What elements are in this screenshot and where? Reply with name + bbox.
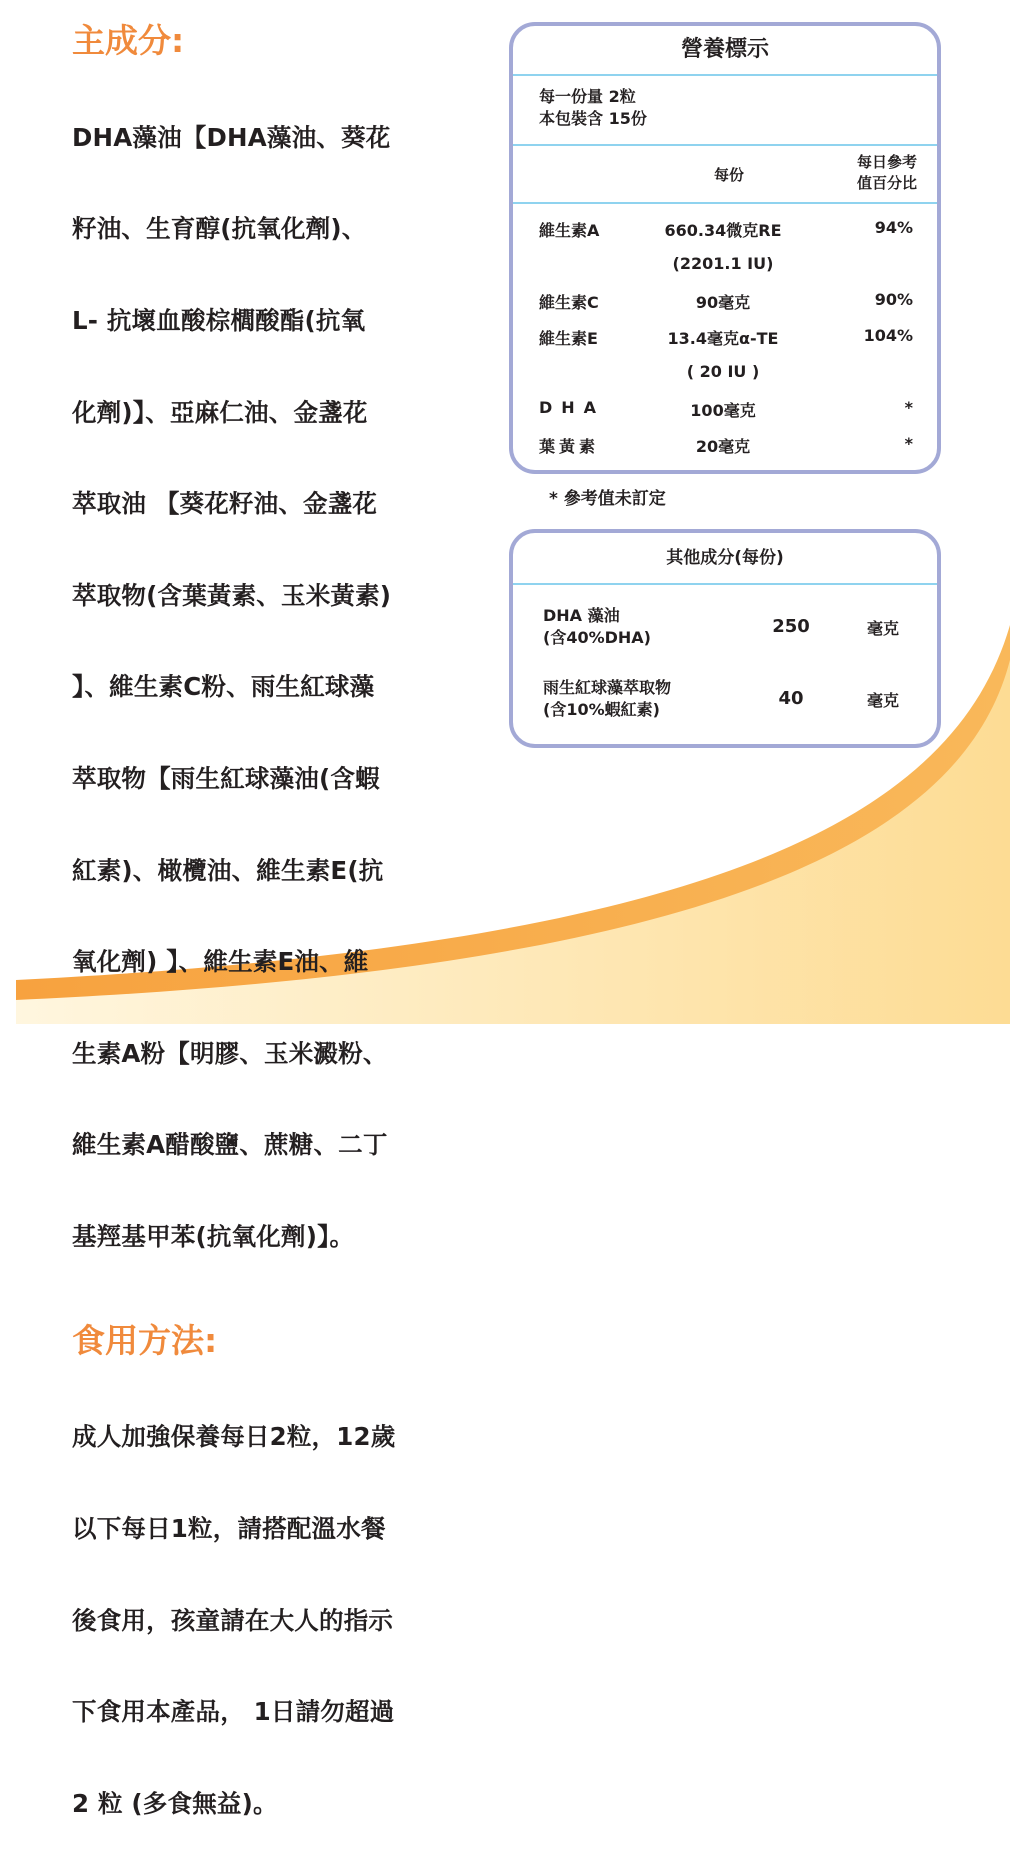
other-ingredient-row	[513, 665, 937, 737]
nutrient-amount: 13.4毫克α-TE	[667, 329, 779, 348]
nutrient-amount: 90毫克	[695, 293, 751, 312]
nutrient-row	[513, 282, 937, 318]
left-column	[72, 20, 472, 1872]
nutrient-percent: *	[904, 434, 913, 453]
nutrient-name: 維生素C	[539, 293, 599, 312]
nutrient-row	[513, 426, 937, 462]
col-daily-value-line: 每日參考	[856, 153, 917, 171]
ingredients-text	[72, 69, 472, 1306]
usage-heading: 食用方法:	[72, 1320, 218, 1360]
ingredients-line: 萃取物【雨生紅球藻油(含蝦	[72, 763, 380, 793]
ingredients-line: 化劑)】、亞麻仁油、金盞花	[72, 397, 368, 427]
ingredients-line: 籽油、生育醇(抗氧化劑)、	[72, 214, 367, 244]
nutrient-name: 維生素E	[539, 329, 598, 348]
ingredients-line: 生素A粉【明膠、玉米澱粉、	[72, 1038, 388, 1068]
nutrition-column-headers	[513, 146, 937, 202]
ingredients-line: 紅素)、橄欖油、維生素E(抗	[72, 855, 384, 885]
other-ingredients-title: 其他成分(每份)	[666, 548, 784, 568]
col-daily-value-line: 值百分比	[856, 174, 917, 192]
serving-size: 每一份量 2粒	[539, 87, 636, 106]
nutrient-name: DHA	[539, 398, 606, 417]
ingredients-line: 萃取油 【葵花籽油、金盞花	[72, 489, 378, 519]
ingredients-line: 氧化劑) 】、維生素E油、維	[72, 947, 369, 977]
other-ingredient-name	[543, 677, 671, 721]
ingredients-heading: 主成分:	[72, 21, 185, 60]
nutrient-row	[513, 246, 937, 282]
nutrient-name: 維生素A	[539, 221, 600, 240]
other-ingredient-unit: 毫克	[866, 691, 899, 710]
usage-line: 以下每日1粒，請搭配溫水餐	[72, 1513, 386, 1543]
usage-line: 2 粒 (多食無益)。	[72, 1788, 278, 1818]
nutrient-name: 葉黃素	[539, 437, 600, 456]
nutrition-title: 營養標示	[680, 37, 769, 62]
nutrient-row	[513, 210, 937, 246]
other-ingredient-row	[513, 593, 937, 665]
other-ingredients-panel	[509, 529, 941, 748]
other-ingredient-unit: 毫克	[866, 619, 899, 638]
other-ingredient-value: 40	[778, 688, 804, 709]
nutrient-amount: ( 20 IU )	[686, 362, 760, 381]
other-ingredient-name-line: 雨生紅球藻萃取物	[543, 678, 672, 697]
nutrient-row	[513, 390, 937, 426]
other-ingredient-value: 250	[772, 616, 810, 637]
nutrient-percent: 104%	[863, 326, 913, 345]
other-ingredient-name-line: (含10%蝦紅素)	[543, 700, 660, 719]
nutrition-rows	[513, 204, 937, 462]
usage-line: 成人加強保養每日2粒，12歲	[72, 1422, 396, 1452]
ingredients-line: L- 抗壞血酸棕櫚酸酯(抗氧	[72, 305, 366, 335]
nutrient-row	[513, 318, 937, 354]
footnote: * 參考值未訂定	[549, 489, 666, 509]
other-ingredient-name	[543, 605, 651, 649]
nutrition-facts-panel	[509, 22, 941, 474]
ingredients-line: 維生素A醋酸鹽、蔗糖、二丁	[72, 1130, 388, 1160]
nutrient-percent: 90%	[874, 290, 913, 309]
ingredients-line: 萃取物(含葉黃素、玉米黃素)	[72, 580, 392, 610]
other-ingredient-name-line: DHA 藻油	[543, 606, 620, 625]
nutrient-amount: 100毫克	[690, 401, 756, 420]
ingredients-line: DHA藻油【DHA藻油、葵花	[72, 122, 391, 152]
other-ingredient-name-line: (含40%DHA)	[543, 628, 651, 647]
ingredients-line: 】、維生素C粉、雨生紅球藻	[72, 672, 375, 702]
usage-line: 後食用，孩童請在大人的指示	[72, 1605, 394, 1635]
nutrient-amount: (2201.1 IU)	[672, 254, 774, 273]
nutrient-amount: 660.34微克RE	[664, 221, 782, 240]
usage-line: 下食用本產品， 1日請勿超過	[72, 1697, 395, 1727]
nutrient-percent: *	[904, 398, 913, 417]
divider	[513, 583, 937, 585]
servings-per-pack: 本包裝含 15份	[539, 109, 647, 128]
serving-info	[513, 76, 937, 144]
nutrient-percent: 94%	[874, 218, 913, 237]
col-per-serving: 每份	[713, 166, 744, 184]
ingredients-line: 基羥基甲苯(抗氧化劑)】。	[72, 1221, 355, 1251]
usage-text	[72, 1369, 472, 1872]
nutrient-row	[513, 354, 937, 390]
col-daily-value	[837, 152, 917, 194]
nutrient-amount: 20毫克	[695, 437, 751, 456]
